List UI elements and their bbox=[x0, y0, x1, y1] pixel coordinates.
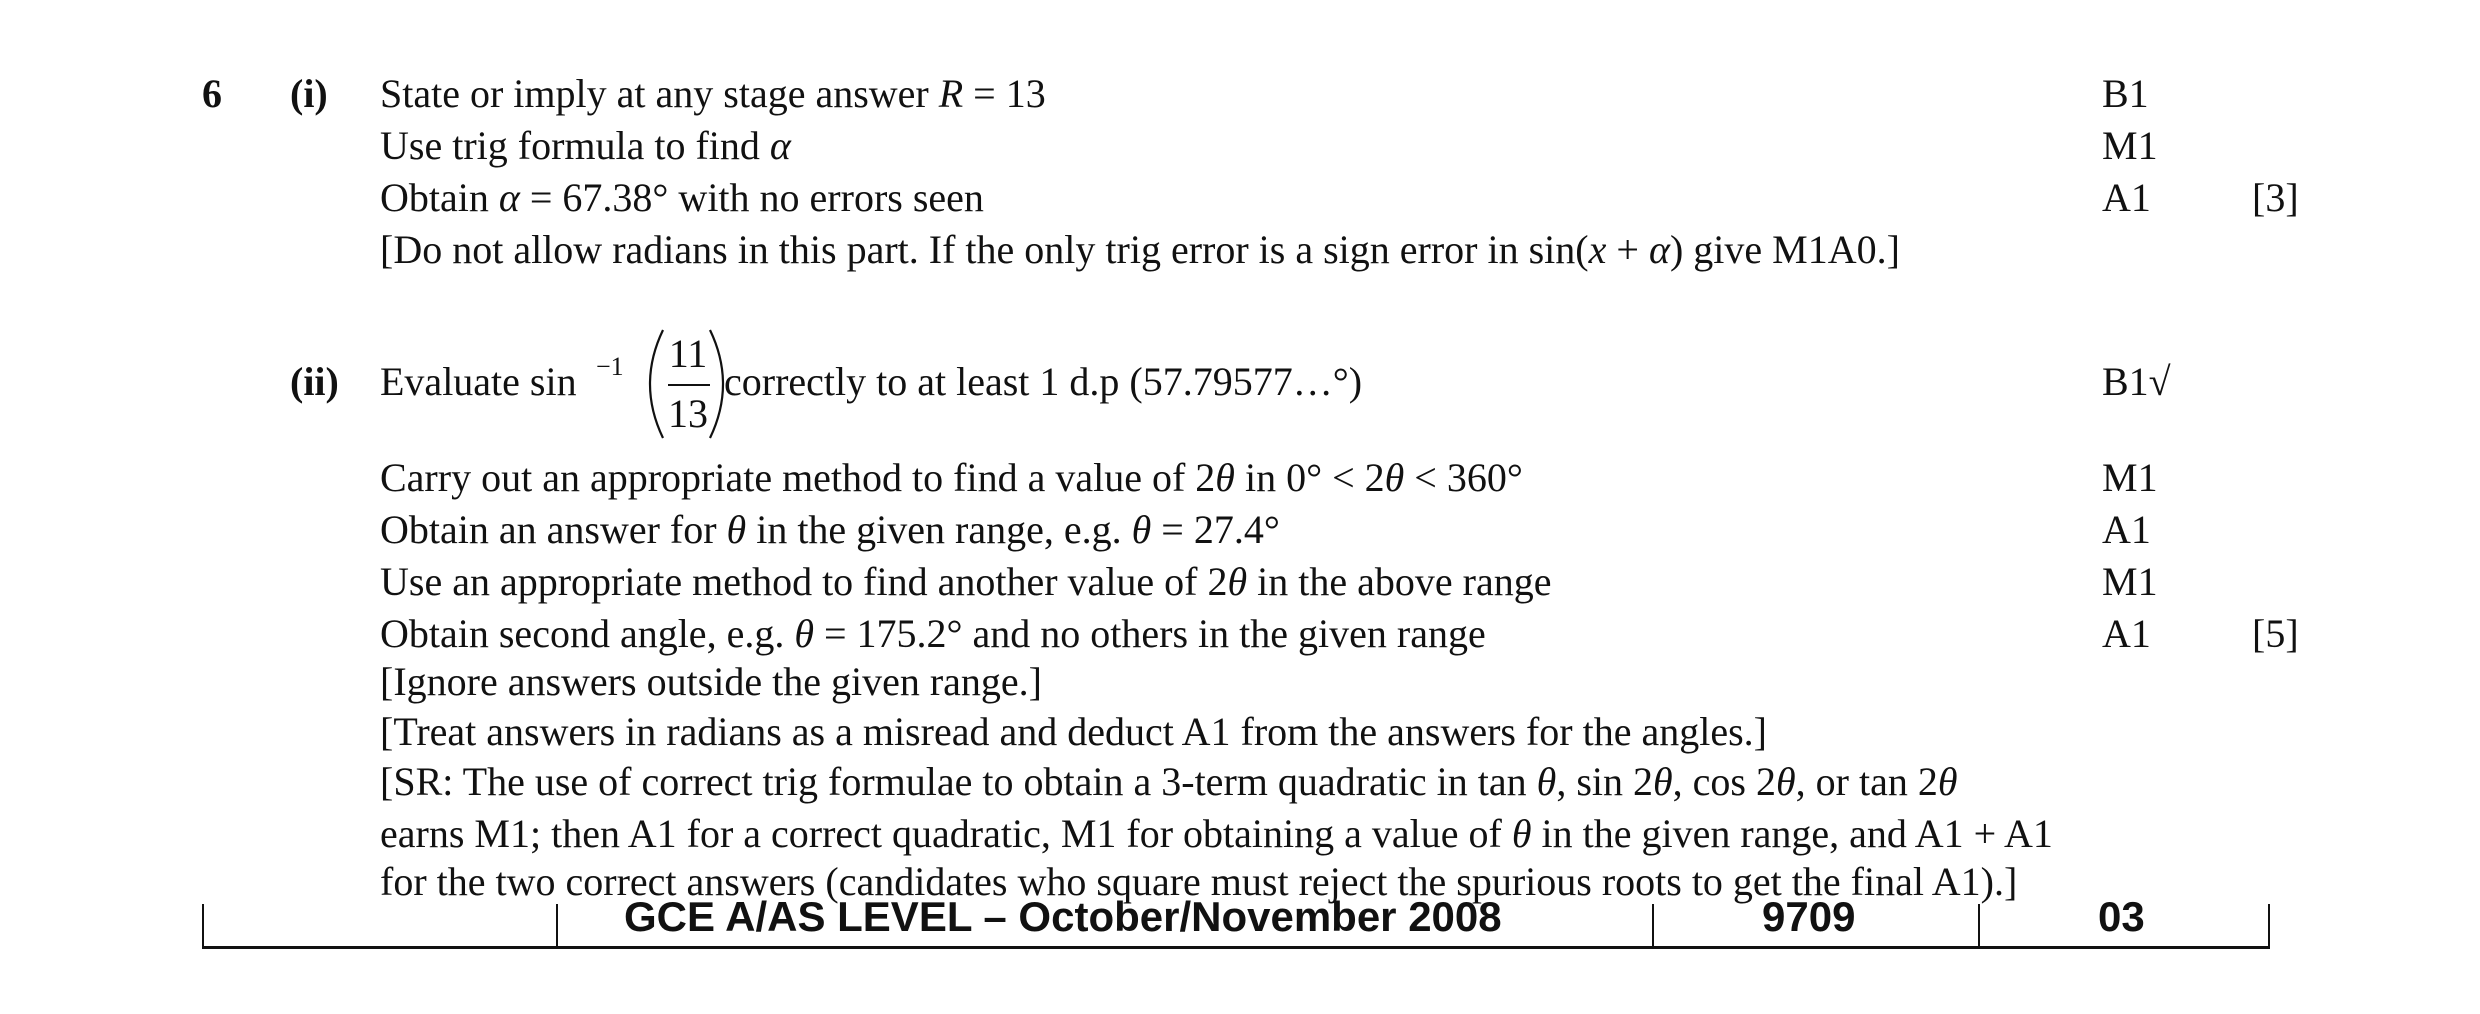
special-ruling-line-1: [SR: The use of correct trig formulae to obtain a 3-term quadratic in tan θ, sin 2θ, cos 2θ, or tan 2θ bbox=[380, 759, 1958, 804]
part-i-line-2: Use trig formula to find α bbox=[380, 123, 791, 168]
fraction-numerator: 11 bbox=[668, 331, 708, 376]
question-number: 6 bbox=[202, 71, 222, 116]
special-ruling-line-3: for the two correct answers (candidates who square must reject the spurious roots to get the final A1).] bbox=[380, 859, 2018, 904]
evaluate-suffix: correctly to at least 1 d.p (57.79577…°) bbox=[724, 359, 1363, 404]
part-i-line-3: Obtain α = 67.38° with no errors seen bbox=[380, 175, 984, 220]
part-ii-line-3-mark: M1 bbox=[2102, 559, 2158, 604]
footer-divider-left-edge bbox=[202, 904, 204, 948]
part-ii-line-2: Obtain an answer for θ in the given range, e.g. θ = 27.4° bbox=[380, 507, 1280, 552]
footer-exam-title: GCE A/AS LEVEL – October/November 2008 bbox=[624, 893, 1502, 940]
part-ii-line-2-mark: A1 bbox=[2102, 507, 2151, 552]
part-ii-line-4-mark: A1 bbox=[2102, 611, 2151, 656]
part-ii-note-1: [Ignore answers outside the given range.] bbox=[380, 659, 1042, 704]
part-ii-line-4: Obtain second angle, e.g. θ = 175.2° and no others in the given range bbox=[380, 611, 1486, 656]
part-ii-note-2: [Treat answers in radians as a misread and deduct A1 from the answers for the angles.] bbox=[380, 709, 1767, 754]
footer-divider-right-edge bbox=[2268, 904, 2270, 948]
part-i-line-1-mark: B1 bbox=[2102, 71, 2149, 116]
left-parenthesis bbox=[633, 328, 667, 440]
evaluate-mark: B1√ bbox=[2102, 359, 2171, 404]
footer-divider-3 bbox=[1978, 904, 1980, 948]
footer-paper-number: 03 bbox=[2098, 893, 2145, 940]
footer-divider-1 bbox=[556, 904, 558, 948]
part-ii-line-1-mark: M1 bbox=[2102, 455, 2158, 500]
inverse-superscript: −1 bbox=[596, 352, 624, 381]
part-i-line-3-mark: A1 bbox=[2102, 175, 2151, 220]
footer-bottom-rule bbox=[202, 946, 2270, 949]
footer-divider-2 bbox=[1652, 904, 1654, 948]
part-i-label: (i) bbox=[290, 71, 328, 116]
part-ii-label: (ii) bbox=[290, 359, 339, 404]
part-ii-line-3: Use an appropriate method to find another value of 2θ in the above range bbox=[380, 559, 1552, 604]
part-i-total: [3] bbox=[2252, 175, 2299, 220]
part-i-note: [Do not allow radians in this part. If the only trig error is a sign error in sin(x + α) give M1A0.] bbox=[380, 227, 1900, 272]
part-ii-line-1: Carry out an appropriate method to find a value of 2θ in 0° < 2θ < 360° bbox=[380, 455, 1523, 500]
part-ii-total: [5] bbox=[2252, 611, 2299, 656]
fraction-bar bbox=[668, 384, 710, 386]
evaluate-prefix: Evaluate sin bbox=[380, 359, 577, 404]
fraction-denominator: 13 bbox=[668, 391, 708, 436]
part-i-line-2-mark: M1 bbox=[2102, 123, 2158, 168]
fraction-group bbox=[538, 326, 738, 446]
special-ruling-line-2: earns M1; then A1 for a correct quadratic, M1 for obtaining a value of θ in the given range, and A1 + A1 bbox=[380, 811, 2053, 856]
part-i-line-1: State or imply at any stage answer R = 13 bbox=[380, 71, 1046, 116]
footer-syllabus-code: 9709 bbox=[1762, 893, 1856, 940]
